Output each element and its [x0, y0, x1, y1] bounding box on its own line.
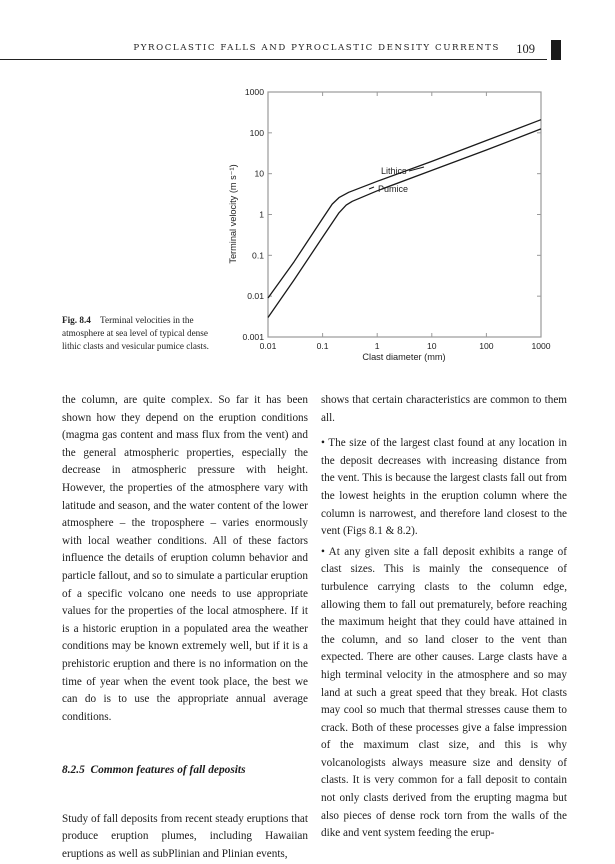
body-column-right — [321, 392, 567, 843]
section-number: 8.2.5 — [62, 764, 85, 777]
x-tick-labels — [260, 341, 551, 351]
y-tick-labels — [242, 87, 264, 342]
x-tick-label: 100 — [479, 341, 494, 351]
axis-ticks — [268, 92, 541, 337]
paragraph: shows that certain characteristics are common to them all. — [321, 394, 567, 424]
paragraph: Study of fall deposits from recent steady eruptions that produce eruption plumes, including Hawaiian eruptions as well as subPlinian and Plinian events, — [62, 812, 308, 861]
x-tick-label: 10 — [427, 341, 437, 351]
x-tick-label: 1000 — [531, 341, 551, 351]
y-tick-label: 100 — [249, 127, 264, 138]
y-tick-label: 1000 — [244, 87, 264, 97]
series-line-lithics — [268, 120, 541, 298]
y-tick-label: 10 — [254, 168, 264, 179]
y-tick-label: 0.1 — [252, 250, 264, 261]
section-heading — [62, 762, 308, 780]
figure-label: Fig. 8.4 — [62, 315, 91, 325]
running-head-title: PYROCLASTIC FALLS AND PYROCLASTIC DENSITY CURRENTS — [133, 43, 500, 53]
x-tick-label: 0.1 — [316, 341, 329, 351]
body-column-left — [62, 392, 308, 864]
curve-annotations — [369, 166, 424, 194]
section-title: Common features of fall deposits — [90, 764, 246, 777]
annotation-leader-pumice — [369, 187, 374, 189]
x-tick-label: 0.01 — [259, 341, 277, 351]
figure-caption-text: Terminal velocities in the atmosphere at sea level of typical dense lithic clasts and vesicular pumice clasts. — [62, 315, 209, 351]
bullet-item: • At any given site a fall deposit exhibits a range of clast sizes. This is mainly the consequence of turbulence carrying clasts to the column edge, allowing them to fall out prematurely, before reaching the maximum height that they could have attained in the column, and so land closer to the vent than expected. There are other causes. Large clasts have a high terminal velocity in the atmosphere and so may land at such a great speed that they break. Hot clasts may cool so much that thermal stresses cause them to crack. Both of these processes give a false impression of the maximum clast size, and this is why volcanologists always measure size and density of clasts. It is very common for a fall deposit to contain not only clasts derived from the erupting magma but also pieces of dense rock torn from the walls of the dike and vent system feeding the erup- — [321, 545, 567, 840]
annotation-pumice: Pumice — [378, 184, 409, 194]
x-axis-label: Clast diameter (mm) — [362, 352, 446, 362]
series-line-pumice — [268, 129, 541, 318]
y-tick-label: 0.01 — [247, 291, 264, 302]
plot-frame — [268, 92, 541, 337]
y-tick-label: 1 — [259, 209, 264, 220]
figure-caption — [62, 314, 222, 353]
x-tick-label: 1 — [374, 341, 380, 351]
bullet-item: • The size of the largest clast found at any location in the deposit decreases with increasing distance from the vent. This is because the largest clasts fall out from the lowest heights in the eruption column where the column is narrowest, and therefore land closest to the vent (Figs 8.1 & 8.2). — [321, 437, 567, 538]
paragraph: the column, are quite complex. So far it has been shown how they depend on the eruption conditions (magma gas content and mass flux from the vent) and the general atmospheric properties, especially the decrease in atmospheric pressure with height. However, the properties of the atmosphere vary with latitude and season, and the water content of the lower atmosphere – the troposphere – varies enormously with local weather conditions. All of these factors influence the details of eruption column behavior and particle fallout, and so to simulate a particular eruption of a specific volcano one needs to use appropriate values for the properties of the local atmosphere. If it is a historic eruption in a populated area the weather conditions may be known extremely well, but if it is a prehistoric eruption and there is no information on the time of year when the event took place, the best we can do is to use the appropriate annual average conditions. — [62, 394, 308, 723]
annotation-lithics: Lithics — [381, 166, 407, 176]
series-lines — [268, 120, 541, 318]
page-number: 109 — [516, 42, 535, 56]
y-axis-label: Terminal velocity (m s⁻¹) — [228, 164, 238, 264]
y-tick-label: 0.001 — [242, 332, 264, 342]
